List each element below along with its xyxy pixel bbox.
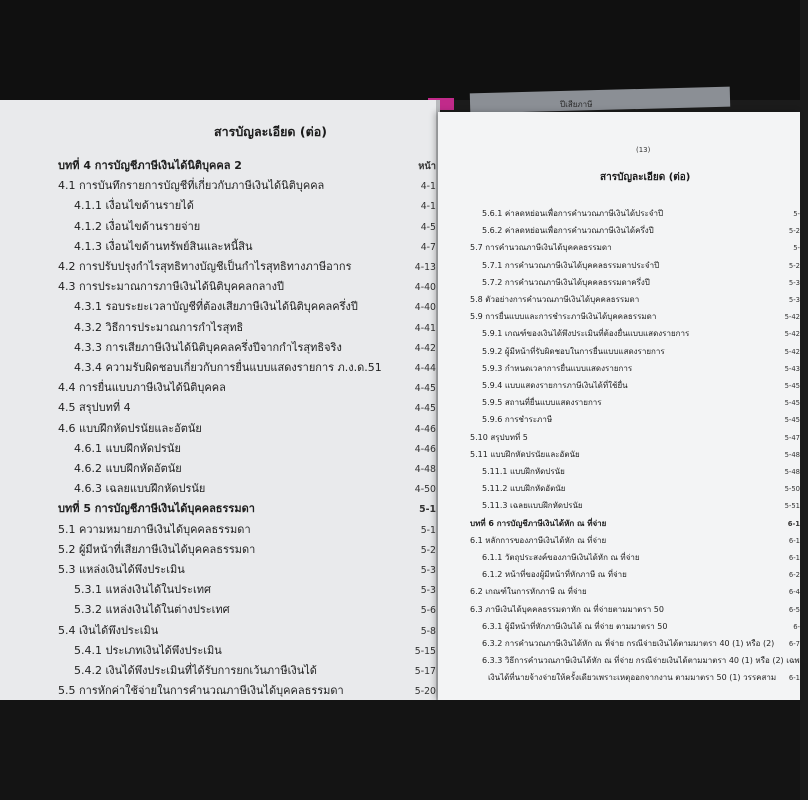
toc-page-number: 5-47 [784, 433, 800, 442]
tab-text: ปีเสียภาษี [560, 100, 593, 109]
toc-row [58, 520, 436, 538]
toc-page-number: 4-48 [414, 464, 436, 475]
toc-entry-text: 6.3.2 การคำนวณภาษีเงินได้หัก ณ ที่จ่าย กรณีจ่ายเงินได้ตามมาตรา 40 (1) หรือ (2) [482, 639, 775, 648]
toc-entry-text: เงินได้ที่นายจ้างจ่ายให้ครั้งเดียวเพราะเหตุออกจากงาน ตามมาตรา 50 (1) วรรคสาม [488, 673, 777, 683]
toc-row [74, 459, 436, 477]
toc-row [74, 439, 436, 457]
toc-page-number: 4-41 [414, 322, 436, 334]
toc-entry-text: 6.2 เกณฑ์ในการหักภาษี ณ ที่จ่าย [470, 587, 587, 597]
toc-page-number: 5-8 [420, 625, 436, 637]
toc-page-number: 4-45 [414, 383, 436, 395]
toc-entry-text: 6.3.3 วิธีการคำนวณภาษีเงินได้หัก ณ ที่จ่าย กรณีจ่ายเงินได้ตามมาตรา 40 (1) หรือ (2) เฉพาะ [482, 656, 808, 666]
toc-row [488, 671, 800, 684]
toc-row [482, 482, 800, 495]
toc-row [482, 276, 800, 289]
toc-row [470, 603, 800, 616]
toc-row [58, 621, 436, 639]
toc-entry-text: 5.9.1 เกณฑ์ของเงินได้พึงประเมินที่ต้องยื่นแบบแสดงรายการ [482, 329, 690, 339]
toc-entry-text: 5.5 การหักค่าใช้จ่ายในการคำนวณภาษีเงินได้บุคคลธรรมดา [58, 684, 344, 698]
toc-page-number: หน้า [418, 161, 436, 172]
toc-entry-text: 5.3 แหล่งเงินได้พึงประเมิน [58, 563, 185, 576]
right-page-number: (13) [636, 146, 651, 154]
toc-row [482, 345, 800, 358]
toc-entry-text: 5.10 สรุปบทที่ 5 [470, 432, 528, 442]
toc-page-number: 5-17 [414, 666, 436, 677]
toc-entry-text: 5.9.3 กำหนดเวลาการยื่นแบบแสดงรายการ [482, 363, 633, 373]
toc-entry-text: 5.11.3 เฉลยแบบฝึกหัดปรนัย [482, 501, 583, 511]
toc-entry-text: 5.4.1 ประเภทเงินได้พึงประเมิน [74, 643, 222, 657]
toc-entry-text: 5.4 เงินได้พึงประเมิน [58, 623, 159, 637]
toc-page-number: 5-3 [420, 585, 436, 597]
toc-row [482, 499, 800, 512]
toc-page-number: 4-5 [420, 221, 436, 233]
toc-row [74, 217, 436, 235]
toc-entry-text: 4.1.1 เงื่อนไขด้านรายได้ [74, 199, 194, 213]
toc-row [58, 540, 436, 558]
toc-entry-text: 6.3 ภาษีเงินได้บุคคลธรรมดาหัก ณ ที่จ่ายตามมาตรา 50 [470, 604, 664, 614]
toc-entry-text: 4.3.4 ความรับผิดชอบเกี่ยวกับการยื่นแบบแสดงรายการ ภ.ง.ด.51 [74, 361, 382, 374]
toc-page-number: 5-48 [784, 468, 800, 476]
toc-page-number: 6-1 [787, 519, 800, 528]
toc-row [74, 338, 436, 356]
toc-entry-text: 6.1.2 หน้าที่ของผู้มีหน้าที่หักภาษี ณ ที่จ่าย [482, 570, 627, 580]
toc-entry-text: 4.5 สรุปบทที่ 4 [58, 401, 131, 415]
toc-entry-text: 5.7 การคำนวณภาษีเงินได้บุคคลธรรมดา [470, 243, 612, 253]
toc-row [74, 237, 436, 255]
toc-chapter-row [58, 499, 436, 517]
toc-page-number: 4-46 [414, 423, 436, 435]
toc-row [74, 297, 436, 315]
toc-page-number: 5-45 [784, 382, 800, 390]
toc-page-number: 5- [793, 210, 800, 218]
toc-entry-text: 4.6.1 แบบฝึกหัดปรนัย [74, 441, 181, 455]
toc-row [482, 362, 800, 375]
toc-page-number: 5-6 [420, 605, 436, 617]
toc-entry-text: 5.11.2 แบบฝึกหัดอัตนัย [482, 484, 566, 494]
toc-entry-text: 5.9.4 แบบแสดงรายการภาษีเงินได้ที่ใช้ยื่น [482, 381, 628, 390]
toc-row [470, 310, 800, 323]
toc-row [482, 568, 800, 581]
toc-page-number: 4-45 [414, 403, 436, 415]
toc-row [482, 327, 800, 340]
toc-page-number: 5-43 [784, 364, 800, 373]
toc-page-number: 4-44 [414, 363, 436, 374]
toc-entry-text: 5.6.1 ค่าลดหย่อนเพื่อการคำนวณภาษีเงินได้ประจำปี [482, 209, 664, 218]
toc-row [470, 448, 800, 461]
toc-row [74, 600, 436, 618]
toc-entry-text: 5.11.1 แบบฝึกหัดปรนัย [482, 467, 565, 476]
toc-row [58, 560, 436, 578]
toc-row [482, 207, 800, 220]
toc-page-number: 6-5 [788, 605, 800, 614]
toc-row [470, 585, 800, 598]
toc-page-number: 6-1 [788, 536, 800, 545]
toc-row [58, 257, 436, 275]
toc-entry-text: 4.1.2 เงื่อนไขด้านรายจ่าย [74, 219, 201, 233]
toc-row [58, 398, 436, 416]
toc-entry-text: 5.7.1 การคำนวณภาษีเงินได้บุคคลธรรมดาประจำปี [482, 260, 660, 270]
toc-entry-text: 6.3.1 ผู้มีหน้าที่หักภาษีเงินได้ ณ ที่จ่าย ตามมาตรา 50 [482, 621, 668, 631]
toc-chapter-row [58, 156, 436, 174]
toc-row [74, 641, 436, 659]
toc-entry-text: 5.3.2 แหล่งเงินได้ในต่างประเทศ [74, 603, 230, 617]
toc-entry-text: 4.3.2 วิธีการประมาณการกำไรสุทธิ [74, 320, 244, 334]
background-top [0, 0, 800, 100]
toc-entry-text: บทที่ 5 การบัญชีภาษีเงินได้บุคคลธรรมดา [58, 502, 255, 516]
toc-row [482, 465, 800, 478]
toc-page-number: 6- [793, 622, 800, 631]
toc-entry-text: 4.2 การปรับปรุงกำไรสุทธิทางบัญชีเป็นกำไรสุทธิทางภาษีอากร [58, 260, 352, 273]
toc-row [482, 654, 808, 667]
toc-page-number: 5-15 [414, 645, 436, 657]
toc-entry-text: 6.1 หลักการของภาษีเงินได้หัก ณ ที่จ่าย [470, 535, 607, 545]
toc-page-number: 5- [793, 244, 800, 253]
toc-page-number: 4-42 [414, 342, 436, 354]
toc-entry-text: 4.4 การยื่นแบบภาษีเงินได้นิติบุคคล [58, 381, 226, 395]
toc-page-number: 6-1 [788, 554, 800, 562]
toc-page-number: 5-48 [784, 450, 800, 459]
toc-page-number: 4-13 [414, 262, 436, 273]
toc-entry-text: 4.6.3 เฉลยแบบฝึกหัดปรนัย [74, 482, 206, 496]
toc-row [482, 551, 800, 564]
toc-row [58, 277, 436, 295]
toc-row [74, 318, 436, 336]
left-page [0, 100, 440, 700]
toc-page-number: 5-42 [784, 313, 800, 322]
toc-page-number: 5-3 [420, 565, 436, 576]
toc-page-number: 5-45 [784, 399, 800, 408]
toc-page-number: 4-7 [420, 241, 436, 253]
toc-row [482, 259, 800, 272]
toc-page-number: 5-42 [784, 347, 800, 356]
toc-row [482, 379, 800, 392]
toc-entry-text: 4.6.2 แบบฝึกหัดอัตนัย [74, 462, 182, 475]
toc-row [470, 241, 800, 254]
toc-row [482, 396, 800, 409]
toc-page-number: 5-20 [414, 686, 436, 698]
toc-entry-text: 5.2 ผู้มีหน้าที่เสียภาษีเงินได้บุคคลธรรมดา [58, 542, 256, 556]
toc-row [74, 580, 436, 598]
toc-page-number: 6-1 [788, 674, 800, 683]
toc-chapter-row [470, 517, 800, 530]
toc-entry-text: บทที่ 4 การบัญชีภาษีเงินได้นิติบุคคล 2 [58, 159, 242, 172]
toc-entry-text: 5.9 การยื่นแบบและการชำระภาษีเงินได้บุคคลธรรมดา [470, 312, 657, 322]
toc-row [470, 293, 800, 306]
toc-page-number: 5-51 [784, 502, 800, 511]
toc-row [58, 681, 436, 699]
toc-entry-text: 4.1 การบันทึกรายการบัญชีที่เกี่ยวกับภาษีเงินได้นิติบุคคล [58, 179, 325, 193]
toc-entry-text: 5.11 แบบฝึกหัดปรนัยและอัตนัย [470, 449, 580, 459]
toc-row [74, 196, 436, 214]
toc-entry-text: 4.3.3 การเสียภาษีเงินได้นิติบุคคลครึ่งปีจากกำไรสุทธิจริง [74, 340, 342, 354]
toc-row [482, 413, 800, 426]
toc-row [482, 224, 800, 237]
toc-entry-text: 4.3 การประมาณการภาษีเงินได้นิติบุคคลกลางปี [58, 280, 284, 294]
toc-row [74, 479, 436, 497]
toc-entry-text: 4.1.3 เงื่อนไขด้านทรัพย์สินและหนี้สิน [74, 239, 253, 253]
toc-page-number: 5-45 [784, 416, 800, 425]
toc-page-number: 4-1 [420, 181, 436, 193]
toc-page-number: 5-3 [788, 278, 800, 287]
toc-page-number: 5-1 [419, 504, 436, 516]
right-page [438, 112, 808, 700]
toc-entry-text: 5.9.6 การชำระภาษี [482, 415, 553, 425]
toc-row [470, 431, 800, 444]
toc-page-number: 6-7 [788, 640, 800, 648]
toc-page-number: 4-50 [414, 484, 436, 496]
toc-entry-text: 4.3.1 รอบระยะเวลาบัญชีที่ต้องเสียภาษีเงินได้นิติบุคคลครึ่งปี [74, 300, 358, 314]
toc-page-number: 5-1 [420, 524, 436, 536]
toc-row [58, 176, 436, 194]
toc-page-number: 4-46 [414, 443, 436, 455]
toc-page-number: 5-2 [788, 227, 800, 236]
toc-row [470, 534, 800, 547]
toc-entry-text: 4.6 แบบฝึกหัดปรนัยและอัตนัย [58, 421, 202, 435]
toc-entry-text: 5.3.1 แหล่งเงินได้ในประเทศ [74, 583, 211, 597]
right-page-title: สารบัญละเอียด (ต่อ) [600, 172, 691, 183]
toc-page-number: 4-1 [420, 201, 436, 213]
toc-entry-text: 5.9.2 ผู้มีหน้าที่รับผิดชอบในการยื่นแบบแสดงรายการ [482, 346, 665, 356]
toc-row [74, 358, 436, 376]
toc-entry-text: 5.1 ความหมายภาษีเงินได้บุคคลธรรมดา [58, 522, 251, 536]
toc-entry-text: 5.9.5 สถานที่ยื่นแบบแสดงรายการ [482, 398, 602, 408]
toc-entry-text: บทที่ 6 การบัญชีภาษีเงินได้หัก ณ ที่จ่าย [470, 518, 607, 528]
toc-page-number: 5-2 [788, 261, 800, 270]
toc-row [58, 378, 436, 396]
toc-entry-text: 6.1.1 วัตถุประสงค์ของภาษีเงินได้หัก ณ ที่จ่าย [482, 553, 640, 562]
toc-entry-text: 5.6.2 ค่าลดหย่อนเพื่อการคำนวณภาษีเงินได้ครึ่งปี [482, 226, 654, 236]
toc-row [482, 620, 800, 633]
toc-page-number: 5-2 [420, 544, 436, 556]
toc-page-number: 5-3 [788, 296, 800, 304]
toc-entry-text: 5.4.2 เงินได้พึงประเมินที่ได้รับการยกเว้นภาษีเงินได้ [74, 664, 317, 677]
toc-page-number: 5-42 [784, 330, 800, 339]
left-page-title: สารบัญละเอียด (ต่อ) [214, 124, 327, 139]
toc-row [58, 419, 436, 437]
background-bottom [0, 700, 800, 800]
toc-page-number: 4-40 [414, 302, 436, 314]
toc-entry-text: 5.8 ตัวอย่างการคำนวณภาษีเงินได้บุคคลธรรมดา [470, 295, 640, 304]
toc-page-number: 4-40 [414, 282, 436, 294]
toc-row [482, 637, 800, 650]
toc-entry-text: 5.7.2 การคำนวณภาษีเงินได้บุคคลธรรมดาครึ่งปี [482, 277, 650, 287]
toc-row [74, 661, 436, 679]
toc-page-number: 6-4 [788, 588, 800, 597]
toc-page-number: 6-2 [788, 571, 800, 580]
toc-page-number: 5-50 [784, 485, 800, 494]
